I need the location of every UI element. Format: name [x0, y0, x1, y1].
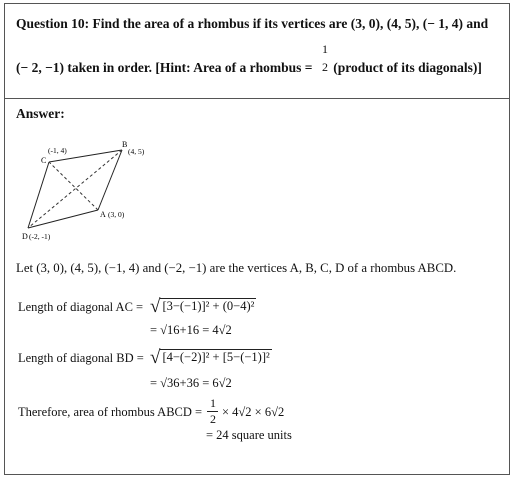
area-fraction-denominator: 2	[210, 412, 216, 426]
question-line-2-prefix: (− 2, −1) taken in order. [Hint: Area of a rhombus =	[16, 60, 316, 75]
bd-label: Length of diagonal BD =	[18, 351, 144, 365]
bd-expression: [4−(−2)]² + [5−(−1)]²	[162, 350, 270, 364]
vertex-b-coord: (4, 5)	[128, 147, 145, 156]
bd-radical: √ [4−(−2)]² + [5−(−1)]²	[150, 347, 270, 368]
solution-intro: Let (3, 0), (4, 5), (−1, 4) and (−2, −1) are the vertices A, B, C, D of a rhombus ABCD.	[16, 261, 457, 275]
vertex-d-label: D	[22, 232, 28, 241]
question-line-1: Question 10: Find the area of a rhombus if its vertices are (3, 0), (4, 5), (− 1, 4) and	[16, 16, 489, 31]
area-label: Therefore, area of rhombus ABCD =	[18, 405, 203, 419]
vertex-d-coord: (-2, -1)	[29, 232, 51, 241]
ac-radical: √ [3−(−1)]² + (0−4)²	[150, 296, 255, 317]
vertex-b-label: B	[122, 140, 128, 149]
hint-fraction-denominator: 2	[322, 60, 328, 74]
area-fraction-numerator: 1	[210, 396, 216, 410]
ac-expression: [3−(−1)]² + (0−4)²	[162, 299, 255, 313]
vertex-a-label: A	[100, 210, 106, 219]
hint-fraction-numerator: 1	[322, 42, 328, 56]
area-result: = 24 square units	[206, 428, 292, 442]
ac-label: Length of diagonal AC =	[18, 300, 144, 314]
question-line-2-suffix: (product of its diagonals)]	[329, 60, 482, 75]
area-expression: × 4√2 × 6√2	[222, 405, 285, 419]
vertex-a-coord: (3, 0)	[108, 210, 125, 219]
answer-label: Answer:	[16, 106, 65, 121]
question-line-2	[16, 60, 482, 76]
vertex-c-label: C	[41, 156, 47, 165]
ac-result: = √16+16 = 4√2	[150, 323, 232, 337]
question-answer-divider	[4, 98, 510, 99]
vertex-c-coord: (-1, 4)	[48, 146, 67, 155]
bd-result: = √36+36 = 6√2	[150, 376, 232, 390]
